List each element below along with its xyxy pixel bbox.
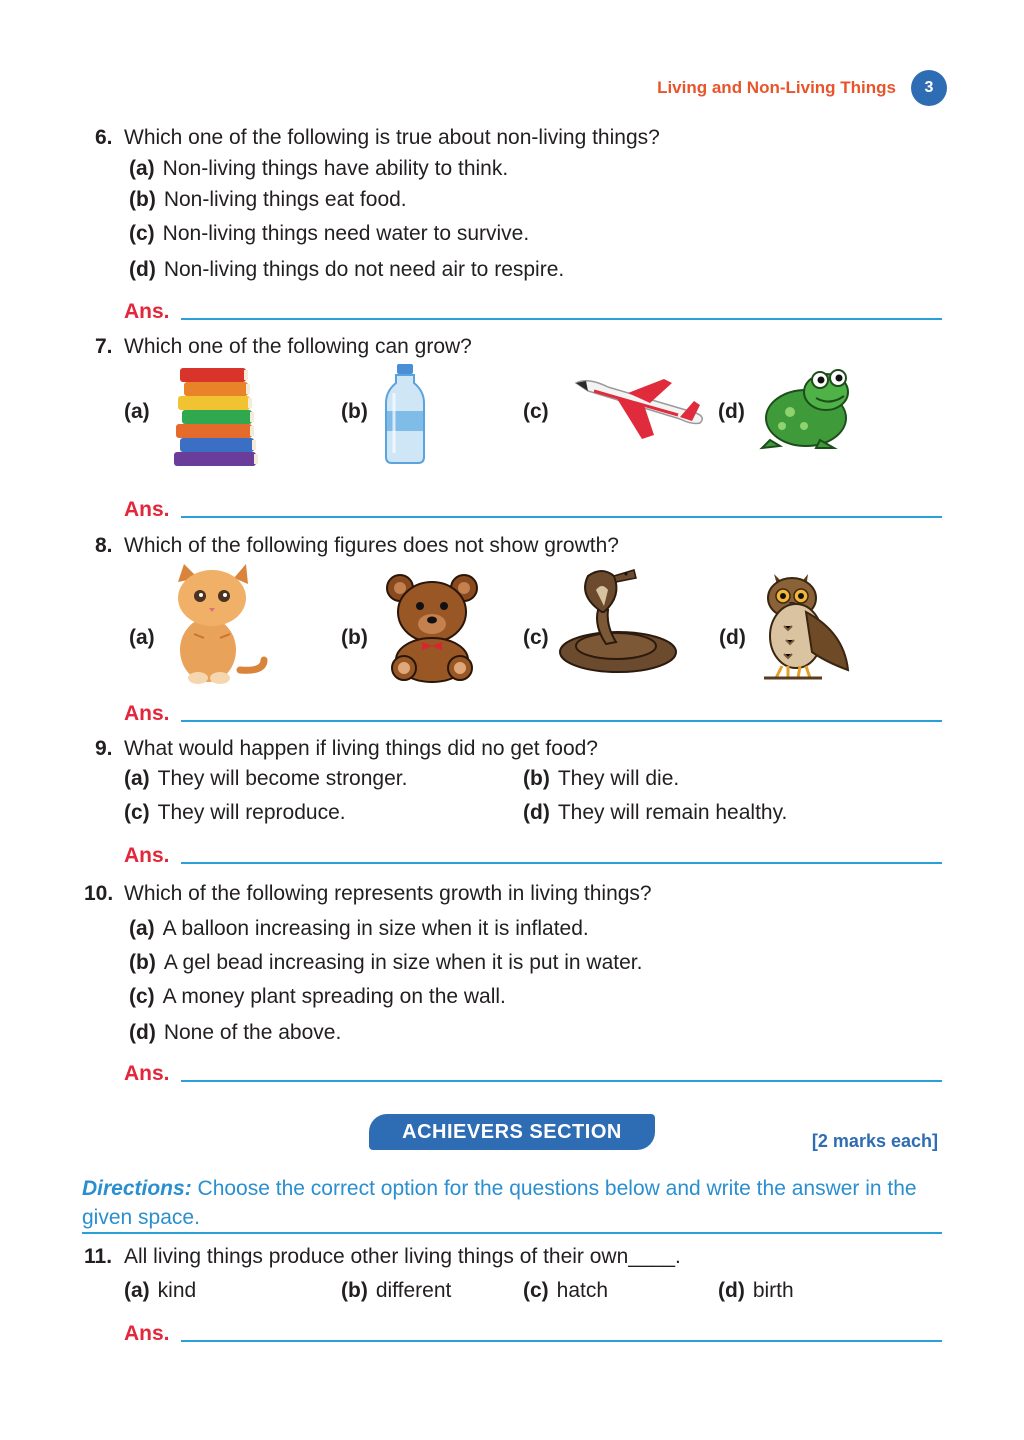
option-text: hatch <box>556 1279 609 1302</box>
q10-option-d <box>129 1021 341 1045</box>
question-10-number: 10. <box>84 882 114 905</box>
q11-option-d <box>718 1279 794 1303</box>
option-label: (a) <box>124 1279 150 1302</box>
option-text: Non-living things eat food. <box>163 188 407 211</box>
q10-option-b <box>129 951 642 975</box>
question-10-text: Which of the following represents growth in living things? <box>124 882 652 905</box>
option-label: (b) <box>129 188 156 211</box>
question-8-text: Which of the following figures does not show growth? <box>124 534 619 557</box>
q7-option-d-label: (d) <box>718 400 745 423</box>
q9-option-a <box>124 767 407 791</box>
q7-option-c-label: (c) <box>523 400 549 423</box>
q7-option-a-label: (a) <box>124 400 150 423</box>
option-label: (a) <box>124 767 150 790</box>
teddy-bear-icon <box>382 572 482 684</box>
option-text: They will reproduce. <box>157 801 346 824</box>
option-label: (d) <box>523 801 550 824</box>
option-text: They will become stronger. <box>157 767 408 790</box>
q11-option-a <box>124 1279 196 1303</box>
q6-option-d <box>129 258 564 282</box>
question-7-number: 7. <box>95 335 113 358</box>
kitten-icon <box>164 564 268 686</box>
option-text: They will die. <box>557 767 680 790</box>
q6-option-b <box>129 188 407 212</box>
question-11-text: All living things produce other living things of their own____. <box>124 1245 681 1268</box>
option-text: kind <box>157 1279 197 1302</box>
q8-option-c-label: (c) <box>523 626 549 649</box>
option-text: A gel bead increasing in size when it is put in water. <box>163 951 643 974</box>
option-label: (b) <box>341 1279 368 1302</box>
option-text: different <box>375 1279 452 1302</box>
q6-option-a <box>129 157 508 181</box>
q10-option-a <box>129 917 589 941</box>
directions-divider <box>82 1232 942 1234</box>
q11-answer-line[interactable] <box>181 1340 942 1342</box>
water-bottle-icon <box>382 363 428 465</box>
q8-option-b-label: (b) <box>341 626 368 649</box>
option-text: They will remain healthy. <box>557 801 788 824</box>
option-text: A balloon increasing in size when it is inflated. <box>162 917 589 940</box>
option-label: (c) <box>129 222 155 245</box>
option-label: (c) <box>124 801 150 824</box>
marks-note: [2 marks each] <box>811 1131 938 1151</box>
option-text: Non-living things need water to survive. <box>162 222 530 245</box>
q6-answer-label: Ans. <box>124 300 170 323</box>
q6-option-c <box>129 222 529 246</box>
option-text: A money plant spreading on the wall. <box>162 985 506 1008</box>
option-text: birth <box>752 1279 794 1302</box>
question-11-number: 11. <box>84 1245 113 1268</box>
q10-answer-label: Ans. <box>124 1062 170 1085</box>
question-8-number: 8. <box>95 534 113 557</box>
chapter-title: Living and Non-Living Things <box>657 78 896 97</box>
q11-option-c <box>523 1279 608 1303</box>
cobra-icon <box>554 566 680 678</box>
q10-option-c <box>129 985 506 1009</box>
q9-option-c <box>124 801 346 825</box>
achievers-section-banner: ACHIEVERS SECTION <box>369 1114 655 1150</box>
q11-answer-label: Ans. <box>124 1322 170 1345</box>
option-label: (c) <box>129 985 155 1008</box>
question-6-number: 6. <box>95 126 113 149</box>
option-label: (d) <box>718 1279 745 1302</box>
q8-answer-label: Ans. <box>124 702 170 725</box>
option-label: (b) <box>523 767 550 790</box>
q7-answer-label: Ans. <box>124 498 170 521</box>
option-text: Non-living things do not need air to respire. <box>163 258 565 281</box>
q9-option-d <box>523 801 787 825</box>
option-text: Non-living things have ability to think. <box>162 157 509 180</box>
q10-answer-line[interactable] <box>181 1080 942 1082</box>
option-label: (a) <box>129 917 155 940</box>
directions-body: Choose the correct option for the questions below and write the answer in the given space. <box>82 1177 917 1229</box>
frog-icon <box>756 366 856 450</box>
q8-option-d-label: (d) <box>719 626 746 649</box>
books-stack-icon <box>168 366 264 472</box>
q9-answer-line[interactable] <box>181 862 942 864</box>
question-6-text: Which one of the following is true about non-living things? <box>124 126 660 149</box>
directions-label: Directions: <box>82 1177 192 1200</box>
directions-text <box>82 1174 944 1232</box>
q11-option-b <box>341 1279 451 1303</box>
q9-answer-label: Ans. <box>124 844 170 867</box>
q6-answer-line[interactable] <box>181 318 942 320</box>
q7-option-b-label: (b) <box>341 400 368 423</box>
airplane-icon <box>568 373 708 443</box>
page-number-badge: 3 <box>911 70 947 106</box>
q7-answer-line[interactable] <box>181 516 942 518</box>
option-label: (d) <box>129 1021 156 1044</box>
option-label: (a) <box>129 157 155 180</box>
q8-option-a-label: (a) <box>129 626 155 649</box>
option-label: (c) <box>523 1279 549 1302</box>
option-label: (b) <box>129 951 156 974</box>
option-label: (d) <box>129 258 156 281</box>
option-text: None of the above. <box>163 1021 342 1044</box>
owl-icon <box>756 566 852 682</box>
q8-answer-line[interactable] <box>181 720 942 722</box>
question-9-number: 9. <box>95 737 113 760</box>
question-9-text: What would happen if living things did no get food? <box>124 737 598 760</box>
q9-option-b <box>523 767 679 791</box>
question-7-text: Which one of the following can grow? <box>124 335 472 358</box>
